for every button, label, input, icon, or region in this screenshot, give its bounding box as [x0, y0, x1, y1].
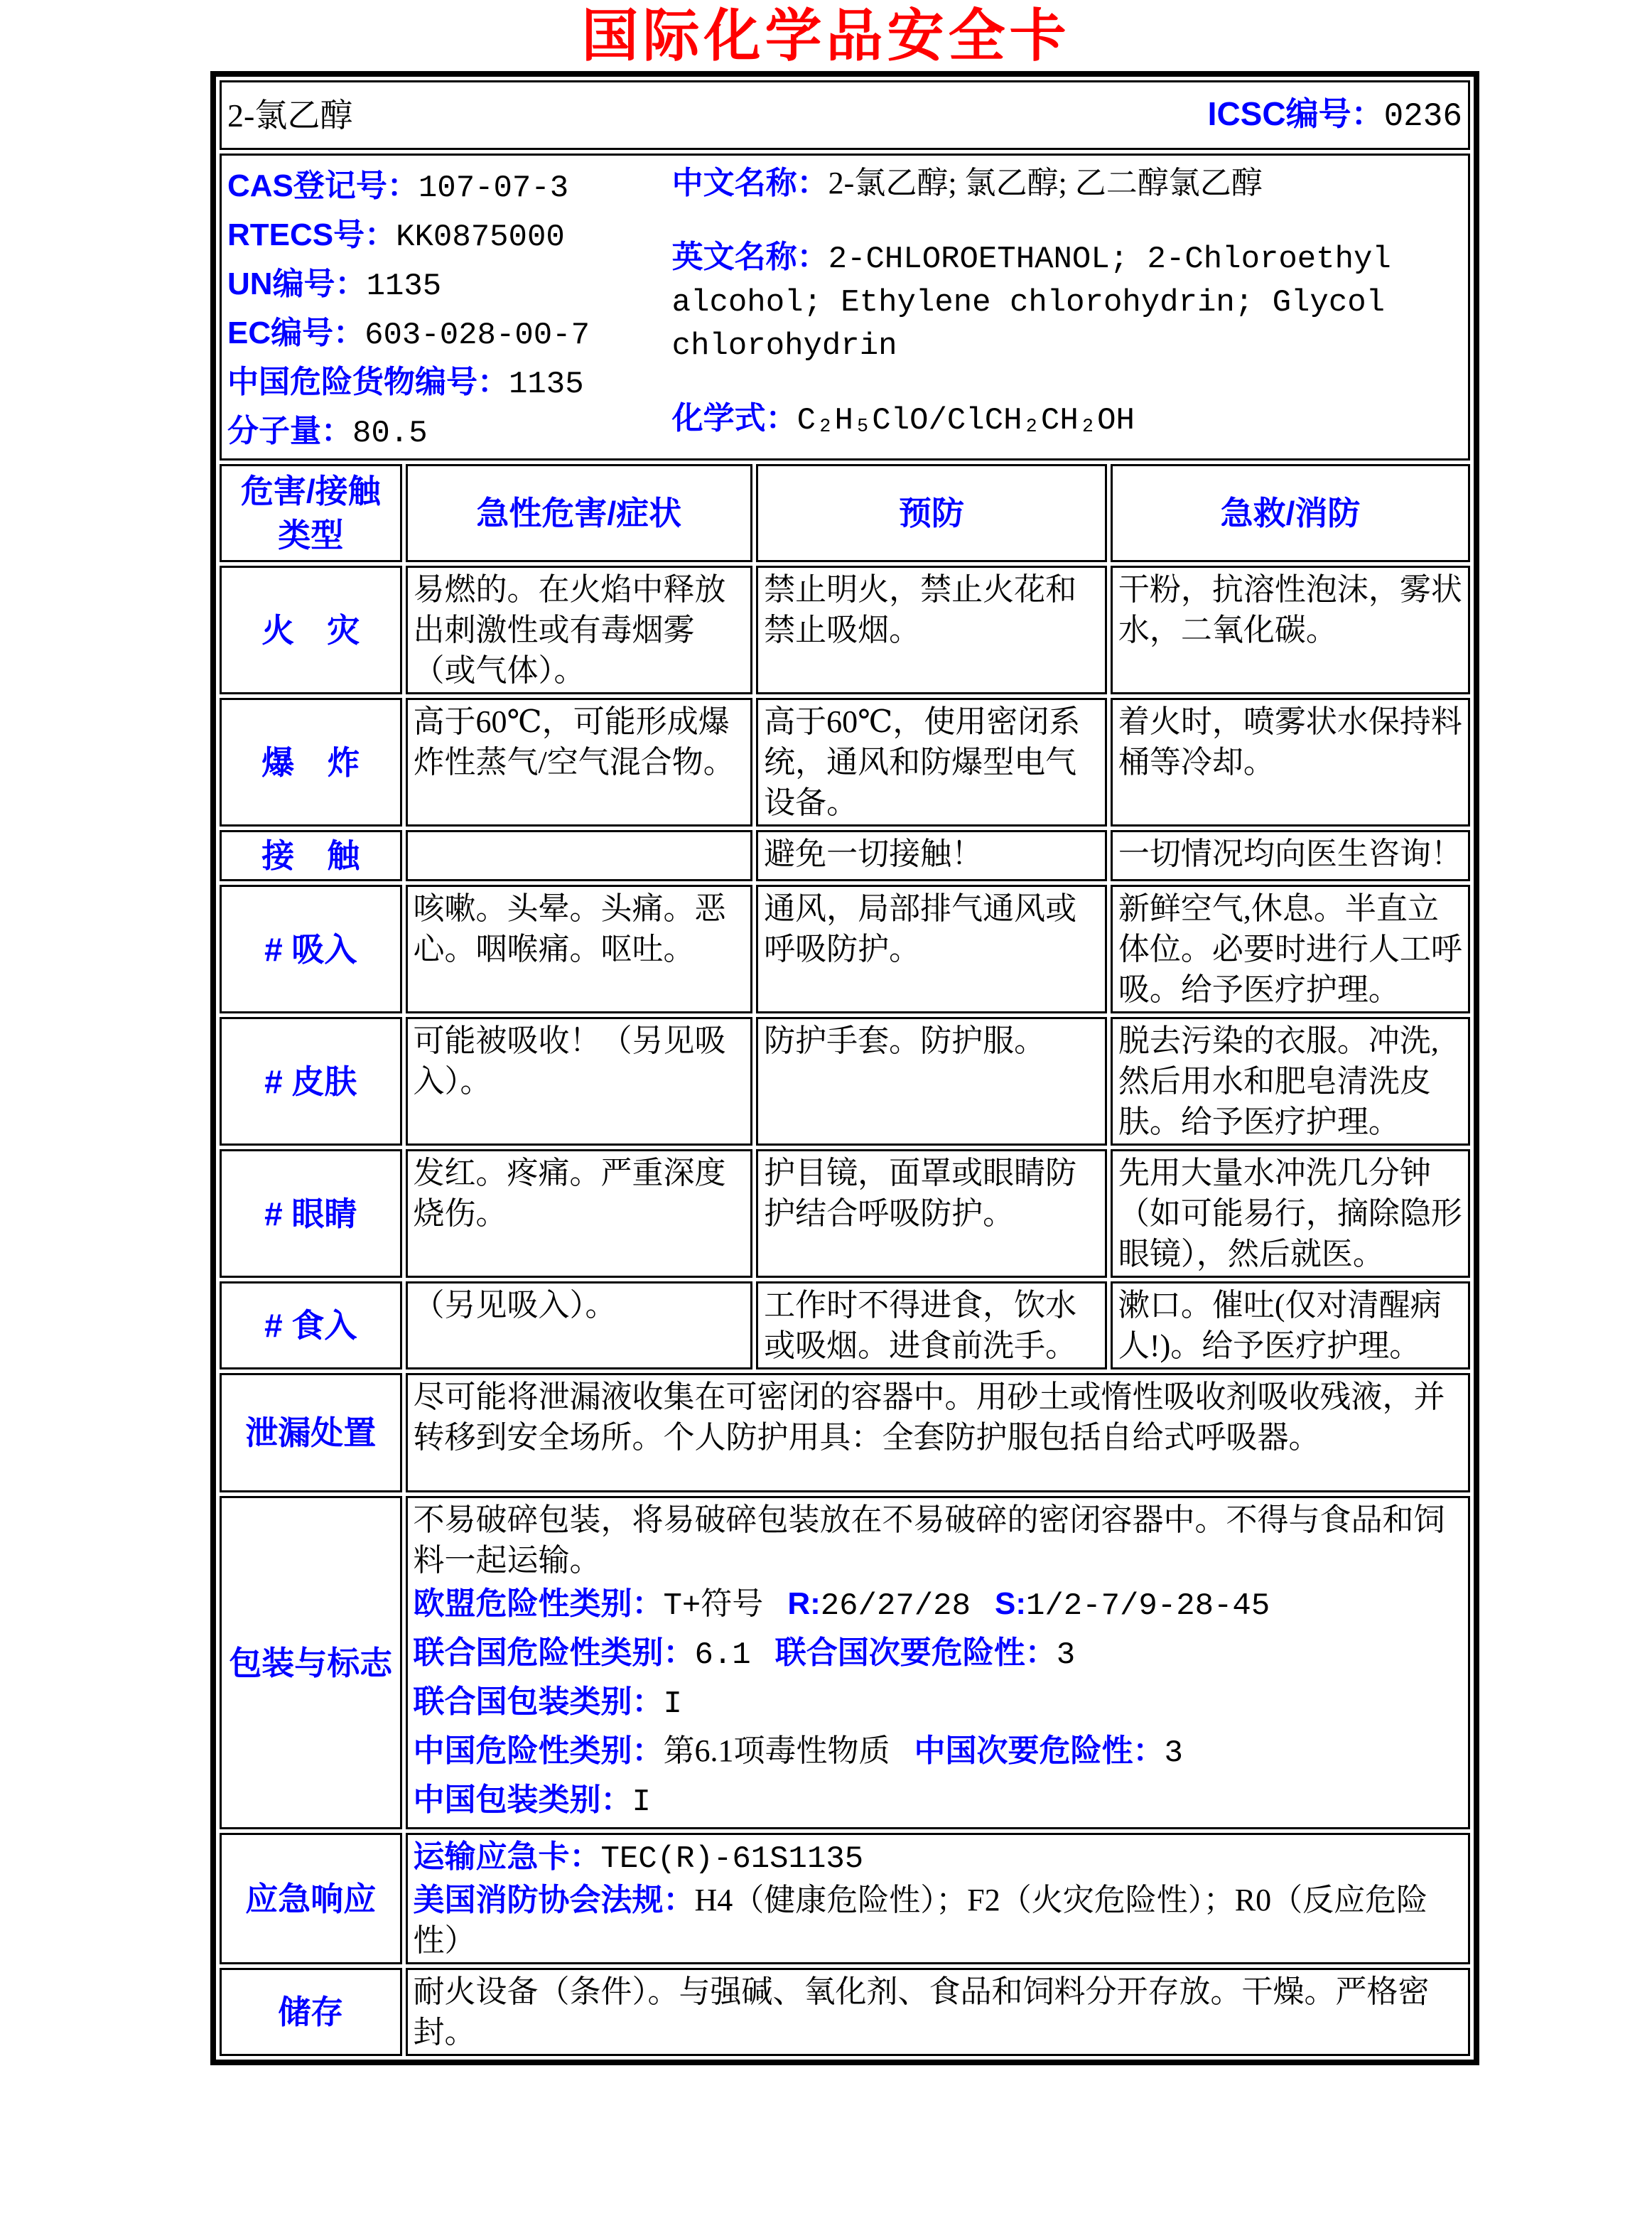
table-row — [220, 80, 1470, 150]
english-name-value: 2-CHLOROETHANOL; 2-Chloroethyl alcohol; Ethylene chlorohydrin; Glycol chlorohydrin — [671, 242, 1391, 364]
fire-label: 火 灾 — [220, 566, 402, 694]
header-hazard-type: 危害/接触类型 — [220, 464, 402, 562]
english-name-label: 英文名称： — [671, 240, 828, 274]
packaging-eu-line — [414, 1581, 1463, 1630]
un-class-label: 联合国危险性类别： — [413, 1635, 695, 1670]
ec-line — [227, 310, 672, 359]
eyes-symptoms: 发红。疼痛。严重深度烧伤。 — [406, 1149, 753, 1278]
explosion-label: 爆 炸 — [220, 698, 402, 827]
eu-class-value: T+符号 — [663, 1588, 764, 1624]
inhalation-prevention: 通风，局部排气通风或呼吸防护。 — [756, 885, 1107, 1013]
formula-line — [672, 398, 1462, 441]
cn-pack-value: I — [632, 1785, 651, 1820]
chinese-name-line — [672, 163, 1462, 204]
table-row-skin — [220, 1017, 1470, 1146]
eyes-label: # 眼睛 — [220, 1149, 402, 1278]
un-label: UN编号： — [227, 267, 367, 301]
tec-value: TEC(R)-61S1135 — [600, 1841, 864, 1877]
mw-line — [227, 408, 672, 457]
exposure-prevention: 避免一切接触！ — [756, 830, 1107, 881]
un-line — [227, 261, 672, 310]
inhalation-firstaid: 新鲜空气,休息。半直立体位。必要时进行人工呼吸。给予医疗护理。 — [1111, 885, 1470, 1013]
r-phrase-value: 26/27/28 — [820, 1588, 971, 1624]
un-pack-value: I — [663, 1686, 682, 1722]
header-symptoms: 急性危害/症状 — [406, 464, 753, 562]
eyes-firstaid: 先用大量水冲洗几分钟（如可能易行，摘除隐形眼镜），然后就医。 — [1111, 1149, 1470, 1278]
rtecs-line — [227, 212, 672, 261]
exposure-symptoms — [406, 830, 753, 881]
skin-label: # 皮肤 — [220, 1017, 402, 1146]
cn-dg-line — [227, 359, 672, 408]
s-phrase-value: 1/2-7/9-28-45 — [1025, 1588, 1270, 1624]
ingestion-label: # 食入 — [220, 1281, 402, 1369]
identifier-list — [227, 157, 672, 457]
un-pack-label: 联合国包装类别： — [413, 1684, 664, 1719]
identification-cell — [220, 154, 1470, 461]
cn-dg-value: 1135 — [509, 367, 584, 402]
un-sub-label: 联合国次要危险性： — [774, 1635, 1057, 1670]
cn-sub-label: 中国次要危险性： — [914, 1733, 1165, 1768]
table-row-spillage — [220, 1373, 1470, 1492]
ec-value: 603-028-00-7 — [365, 318, 590, 353]
ingestion-firstaid: 漱口。催吐(仅对清醒病人!)。给予医疗护理。 — [1111, 1281, 1470, 1369]
chinese-name-value: 2-氯乙醇; 氯乙醇; 乙二醇氯乙醇 — [828, 166, 1263, 200]
emergency-cell — [406, 1833, 1471, 1964]
explosion-symptoms: 高于60℃，可能形成爆炸性蒸气/空气混合物。 — [406, 698, 753, 827]
mw-label: 分子量： — [227, 414, 352, 448]
ingestion-symptoms: （另见吸入）。 — [406, 1281, 753, 1369]
explosion-firstaid: 着火时，喷雾状水保持料桶等冷却。 — [1111, 698, 1470, 827]
inhalation-label: # 吸入 — [220, 885, 402, 1013]
packaging-un-class-line — [414, 1630, 1463, 1679]
table-row-eyes — [220, 1149, 1470, 1278]
packaging-label: 包装与标志 — [220, 1496, 402, 1829]
cn-class-label: 中国危险性类别： — [413, 1733, 664, 1768]
ingestion-prevention: 工作时不得进食，饮水或吸烟。进食前洗手。 — [756, 1281, 1107, 1369]
eyes-prevention: 护目镜，面罩或眼睛防护结合呼吸防护。 — [756, 1149, 1107, 1278]
page-title: 国际化学品安全卡 — [581, 2, 1071, 69]
eu-class-label: 欧盟危险性类别： — [413, 1586, 664, 1621]
table-row-fire — [220, 566, 1470, 694]
un-sub-value: 3 — [1056, 1637, 1076, 1673]
packaging-cn-class-line — [414, 1728, 1463, 1777]
formula-value: C₂H₅ClO/ClCH₂CH₂OH — [797, 403, 1135, 438]
formula-label: 化学式： — [671, 401, 797, 436]
header-prevention: 预防 — [756, 464, 1107, 562]
spillage-text: 尽可能将泄漏液收集在可密闭的容器中。用砂土或惰性吸收剂吸收残液，并转移到安全场所。个人防护用具：全套防护服包括自给式呼吸器。 — [406, 1373, 1471, 1492]
english-name-line — [672, 237, 1462, 367]
rtecs-value: KK0875000 — [396, 220, 565, 255]
fire-symptoms: 易燃的。在火焰中释放出刺激性或有毒烟雾（或气体）。 — [406, 566, 753, 694]
table-row-exposure — [220, 830, 1470, 881]
exposure-firstaid: 一切情况均向医生咨询！ — [1111, 830, 1470, 881]
emergency-nfpa-line — [414, 1880, 1463, 1961]
un-class-value: 6.1 — [694, 1637, 751, 1673]
exposure-label: 接 触 — [220, 830, 402, 881]
cas-line — [227, 163, 672, 212]
cn-pack-label: 中国包装类别： — [413, 1782, 632, 1817]
table-row — [220, 154, 1470, 461]
table-row-ingestion — [220, 1281, 1470, 1369]
fire-firstaid: 干粉，抗溶性泡沫，雾状水，二氧化碳。 — [1111, 566, 1470, 694]
mw-value: 80.5 — [352, 416, 428, 451]
s-phrase-label: S: — [994, 1586, 1026, 1621]
packaging-un-pack-line — [414, 1679, 1463, 1728]
r-phrase-label: R: — [787, 1586, 821, 1621]
nfpa-label: 美国消防协会法规： — [413, 1883, 695, 1917]
cn-sub-value: 3 — [1164, 1735, 1183, 1771]
table-row-inhalation — [220, 885, 1470, 1013]
chinese-name-label: 中文名称： — [671, 166, 828, 200]
cas-label: CAS登记号： — [227, 168, 419, 203]
table-row-explosion — [220, 698, 1470, 827]
icsc-table — [210, 71, 1479, 2065]
cn-dg-label: 中国危险货物编号： — [227, 365, 509, 399]
header-firstaid: 急救/消防 — [1111, 464, 1470, 562]
icsc-number-group — [1208, 94, 1462, 137]
skin-prevention: 防护手套。防护服。 — [756, 1017, 1107, 1146]
inhalation-symptoms: 咳嗽。头晕。头痛。恶心。咽喉痛。呕吐。 — [406, 885, 753, 1013]
packaging-intro: 不易破碎包装，将易破碎包装放在不易破碎的密闭容器中。不得与食品和饲料一起运输。 — [413, 1502, 1445, 1578]
icsc-label: ICSC编号： — [1207, 95, 1384, 132]
explosion-prevention: 高于60℃，使用密闭系统，通风和防爆型电气设备。 — [756, 698, 1107, 827]
fire-prevention: 禁止明火，禁止火花和禁止吸烟。 — [756, 566, 1107, 694]
skin-firstaid: 脱去污染的衣服。冲洗,然后用水和肥皂清洗皮肤。给予医疗护理。 — [1111, 1017, 1470, 1146]
table-row-packaging — [220, 1496, 1470, 1829]
emergency-tec-line — [414, 1836, 1463, 1880]
packaging-cell — [406, 1496, 1471, 1829]
rtecs-label: RTECS号： — [227, 217, 396, 252]
emergency-label: 应急响应 — [220, 1833, 402, 1964]
substance-name: 2-氯乙醇 — [227, 97, 353, 134]
table-row-emergency — [220, 1833, 1470, 1964]
skin-symptoms: 可能被吸收！（另见吸入）。 — [406, 1017, 753, 1146]
table-row-storage — [220, 1968, 1470, 2056]
name-icsc-cell — [220, 80, 1470, 150]
storage-text: 耐火设备（条件）。与强碱、氧化剂、食品和饲料分开存放。干燥。严格密封。 — [406, 1968, 1471, 2056]
name-block — [672, 157, 1462, 457]
nfpa-value: H4（健康危险性）；F2（火灾危险性）；R0（反应危险性） — [413, 1883, 1428, 1958]
packaging-cn-pack-line — [414, 1777, 1463, 1826]
icsc-number: 0236 — [1383, 97, 1462, 135]
table-header-row — [220, 464, 1470, 562]
cn-class-value: 第6.1项毒性物质 — [663, 1733, 890, 1768]
storage-label: 储存 — [220, 1968, 402, 2056]
spillage-label: 泄漏处置 — [220, 1373, 402, 1492]
cas-value: 107-07-3 — [418, 171, 569, 206]
tec-label: 运输应急卡： — [413, 1839, 601, 1874]
ec-label: EC编号： — [227, 316, 365, 350]
un-value: 1135 — [366, 269, 442, 304]
